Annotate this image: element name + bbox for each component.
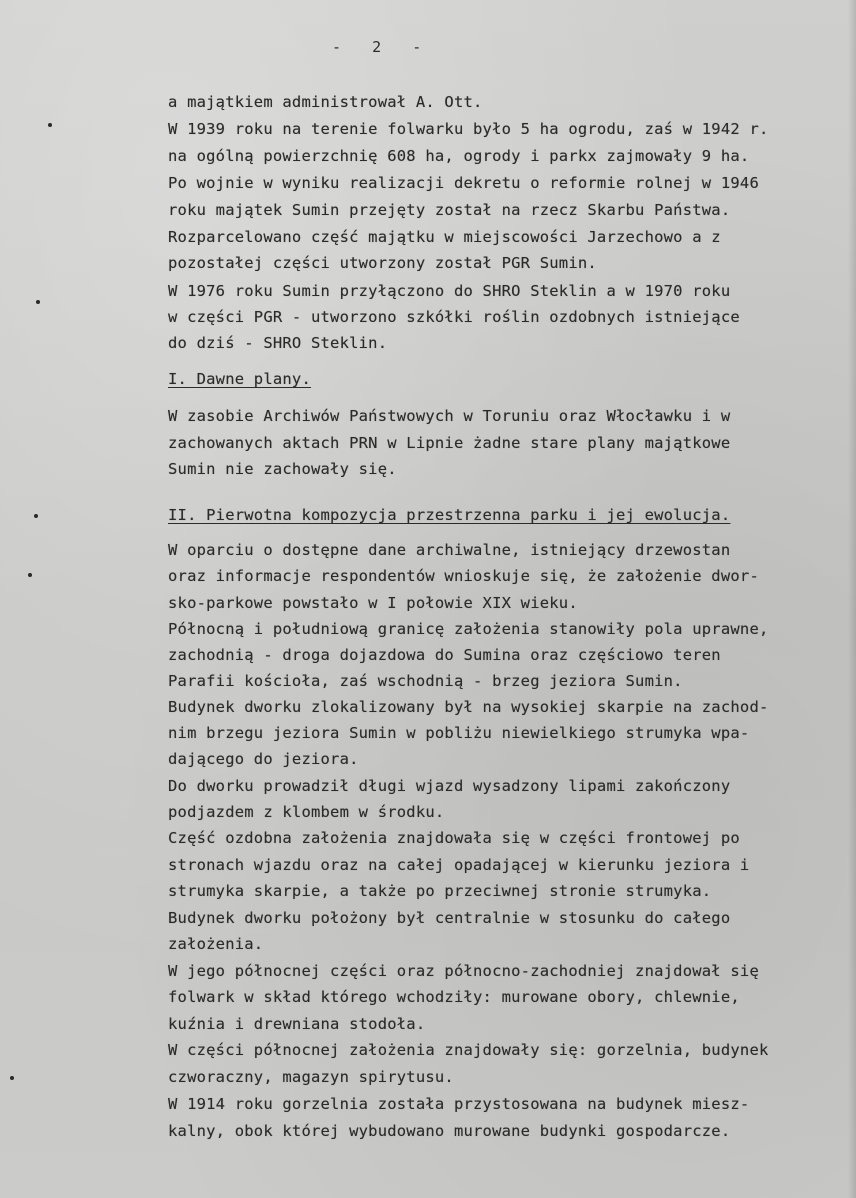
text-line: Budynek dworku położony był centralnie w stosunku do całego: [168, 909, 731, 927]
text-line: oraz informacje respondentów wnioskuje się, że założenie dwor-: [168, 567, 759, 585]
text-line: założenia.: [168, 935, 264, 953]
text-line: nim brzegu jeziora Sumin w pobliżu niewielkiego strumyka wpa-: [168, 724, 750, 742]
text-line: W 1976 roku Sumin przyłączono do SHRO Steklin a w 1970 roku: [168, 282, 731, 300]
punch-hole-mark: [36, 300, 40, 304]
text-line: Po wojnie w wyniku realizacji dekretu o reformie rolnej w 1946: [168, 174, 759, 192]
text-line: W 1914 roku gorzelnia została przystosowana na budynek miesz-: [168, 1095, 750, 1113]
text-line: a majątkiem administrował A. Ott.: [168, 93, 483, 111]
page-edge-shadow: [848, 0, 856, 1198]
text-line: W jego północnej części oraz północno-zachodniej znajdował się: [168, 962, 759, 980]
text-line: W oparciu o dostępne dane archiwalne, istniejący drzewostan: [168, 541, 731, 559]
text-line: Rozparcelowano część majątku w miejscowości Jarzechowo a z: [168, 228, 721, 246]
text-line: kalny, obok której wybudowano murowane budynki gospodarcze.: [168, 1122, 731, 1140]
text-line: W zasobie Archiwów Państwowych w Toruniu oraz Włocławku i w: [168, 407, 731, 425]
punch-hole-mark: [10, 1076, 14, 1080]
text-line: podjazdem z klombem w środku.: [168, 803, 445, 821]
text-line: w części PGR - utworzono szkółki roślin ozdobnych istniejące: [168, 308, 740, 326]
text-line: na ogólną powierzchnię 608 ha, ogrody i parkx zajmowały 9 ha.: [168, 147, 750, 165]
text-line: kuźnia i drewniana stodoła.: [168, 1015, 426, 1033]
text-line: czworaczny, magazyn spirytusu.: [168, 1068, 454, 1086]
text-line: Budynek dworku zlokalizowany był na wysokiej skarpie na zachod-: [168, 698, 769, 716]
text-line: Parafii kościoła, zaś wschodnią - brzeg jeziora Sumin.: [168, 672, 683, 690]
page-number: - 2 -: [332, 38, 423, 56]
text-line: dającego do jeziora.: [168, 750, 359, 768]
punch-hole-mark: [34, 514, 38, 518]
text-line: Część ozdobna założenia znajdowała się w części frontowej po: [168, 829, 740, 847]
text-line: roku majątek Sumin przejęty został na rzecz Skarbu Państwa.: [168, 201, 731, 219]
text-line: sko-parkowe powstało w I połowie XIX wieku.: [168, 594, 578, 612]
text-line: W 1939 roku na terenie folwarku było 5 ha ogrodu, zaś w 1942 r.: [168, 120, 769, 138]
section-heading: I. Dawne plany.: [168, 370, 311, 388]
text-line: Do dworku prowadził długi wjazd wysadzony lipami zakończony: [168, 777, 731, 795]
text-line: W części północnej założenia znajdowały się: gorzelnia, budynek: [168, 1041, 769, 1059]
text-line: folwark w skład którego wchodziły: murowane obory, chlewnie,: [168, 988, 740, 1006]
text-line: stronach wjazdu oraz na całej opadającej w kierunku jeziora i: [168, 856, 750, 874]
text-line: strumyka skarpie, a także po przeciwnej stronie strumyka.: [168, 882, 712, 900]
text-line: pozostałej części utworzony został PGR Sumin.: [168, 254, 597, 272]
text-line: Sumin nie zachowały się.: [168, 460, 397, 478]
section-heading: II. Pierwotna kompozycja przestrzenna parku i jej ewolucja.: [168, 506, 731, 524]
text-line: zachowanych aktach PRN w Lipnie żadne stare plany majątkowe: [168, 434, 731, 452]
text-line: zachodnią - droga dojazdowa do Sumina oraz częściowo teren: [168, 646, 721, 664]
punch-hole-mark: [48, 123, 52, 127]
punch-hole-mark: [28, 573, 32, 577]
text-line: Północną i południową granicę założenia stanowiły pola uprawne,: [168, 620, 769, 638]
text-line: do dziś - SHRO Steklin.: [168, 334, 388, 352]
